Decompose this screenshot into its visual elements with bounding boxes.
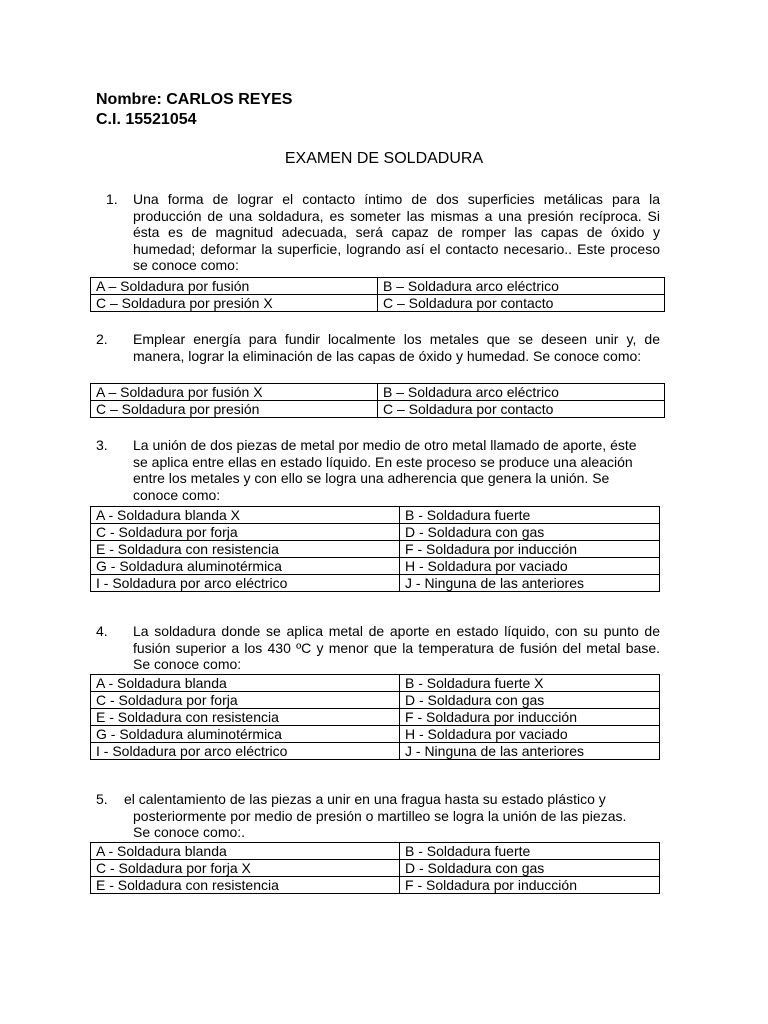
option-cell: G - Soldadura aluminotérmica [91, 558, 400, 575]
table-row [91, 278, 665, 295]
option-cell: C - Soldadura por forja [91, 692, 400, 709]
option-cell: F - Soldadura por inducción [400, 877, 660, 894]
option-cell: H - Soldadura por vaciado [400, 558, 660, 575]
options-table [90, 383, 665, 418]
option-cell: C – Soldadura por contacto [378, 401, 665, 418]
question-text-content: el calentamiento de las piezas a unir en una fragua hasta su estado plástico y posteriormente por medio de presión o martilleo se logra la unión de las piezas. Se conoce como:. [124, 791, 627, 841]
question-text [124, 791, 644, 841]
question-text: Emplear energía para fundir localmente los metales que se deseen unir y, de manera, lograr la eliminación de las capas de óxido y humedad. Se conoce como: [133, 331, 660, 364]
question-text: La unión de dos piezas de metal por medio de otro metal llamado de aporte, éste se aplica entre ellas en estado líquido. En este proceso se produce una aleación entre los metales y con ello se logra una adherencia que genera la unión. Se conoce como: [133, 437, 637, 503]
question-number: 3. [96, 437, 108, 453]
options-table [90, 506, 660, 592]
option-cell: A - Soldadura blanda X [91, 507, 400, 524]
table-row [91, 692, 660, 709]
table-row [91, 575, 660, 592]
option-cell: D - Soldadura con gas [400, 860, 660, 877]
option-cell: B – Soldadura arco eléctrico [378, 384, 665, 401]
option-cell: C – Soldadura por presión X [91, 295, 378, 312]
option-cell: I - Soldadura por arco eléctrico [91, 743, 400, 760]
option-cell: E - Soldadura con resistencia [91, 541, 400, 558]
table-row [91, 843, 660, 860]
question-number: 5. [96, 791, 108, 807]
option-cell: B - Soldadura fuerte X [400, 675, 660, 692]
options-table [90, 674, 660, 760]
option-cell: C – Soldadura por presión [91, 401, 378, 418]
option-cell: A – Soldadura por fusión X [91, 384, 378, 401]
question-number: 4. [96, 623, 108, 639]
table-row [91, 401, 665, 418]
option-cell: A - Soldadura blanda [91, 675, 400, 692]
option-cell: D - Soldadura con gas [400, 524, 660, 541]
table-row [91, 384, 665, 401]
option-cell: A – Soldadura por fusión [91, 278, 378, 295]
table-row [91, 507, 660, 524]
question-number: 2. [96, 331, 108, 347]
options-table [90, 842, 660, 894]
option-cell: E - Soldadura con resistencia [91, 709, 400, 726]
table-row [91, 675, 660, 692]
table-row [91, 541, 660, 558]
option-cell: B - Soldadura fuerte [400, 843, 660, 860]
option-cell: F - Soldadura por inducción [400, 541, 660, 558]
option-cell: B - Soldadura fuerte [400, 507, 660, 524]
question-text: La soldadura donde se aplica metal de aporte en estado líquido, con su punto de fusión superior a los 430 ºC y menor que la temperatura de fusión del metal base. Se conoce como: [133, 623, 660, 673]
option-cell: F - Soldadura por inducción [400, 709, 660, 726]
option-cell: J - Ninguna de las anteriores [400, 743, 660, 760]
table-row [91, 877, 660, 894]
option-cell: C - Soldadura por forja X [91, 860, 400, 877]
table-row [91, 726, 660, 743]
exam-title: EXAMEN DE SOLDADURA [284, 150, 484, 167]
table-row [91, 558, 660, 575]
question-text: Una forma de lograr el contacto íntimo de dos superficies metálicas para la producción de una soldadura, es someter las mismas a una presión recíproca. Si ésta es de magnitud adecuada, será capaz de romper las capas de óxido y humedad; deformar la superficie, logrando así el contacto necesario.. Este proceso se conoce como: [133, 191, 660, 274]
option-cell: A - Soldadura blanda [91, 843, 400, 860]
options-table [90, 277, 665, 312]
table-row [91, 709, 660, 726]
table-row [91, 524, 660, 541]
option-cell: B – Soldadura arco eléctrico [378, 278, 665, 295]
option-cell: G - Soldadura aluminotérmica [91, 726, 400, 743]
option-cell: C – Soldadura por contacto [378, 295, 665, 312]
option-cell: J - Ninguna de las anteriores [400, 575, 660, 592]
option-cell: I - Soldadura por arco eléctrico [91, 575, 400, 592]
option-cell: E - Soldadura con resistencia [91, 877, 400, 894]
student-id: C.I. 15521054 [96, 111, 197, 128]
option-cell: D - Soldadura con gas [400, 692, 660, 709]
table-row [91, 743, 660, 760]
table-row [91, 295, 665, 312]
option-cell: H - Soldadura por vaciado [400, 726, 660, 743]
option-cell: C - Soldadura por forja [91, 524, 400, 541]
student-name: Nombre: CARLOS REYES [96, 91, 293, 108]
question-number: 1. [106, 191, 118, 207]
table-row [91, 860, 660, 877]
